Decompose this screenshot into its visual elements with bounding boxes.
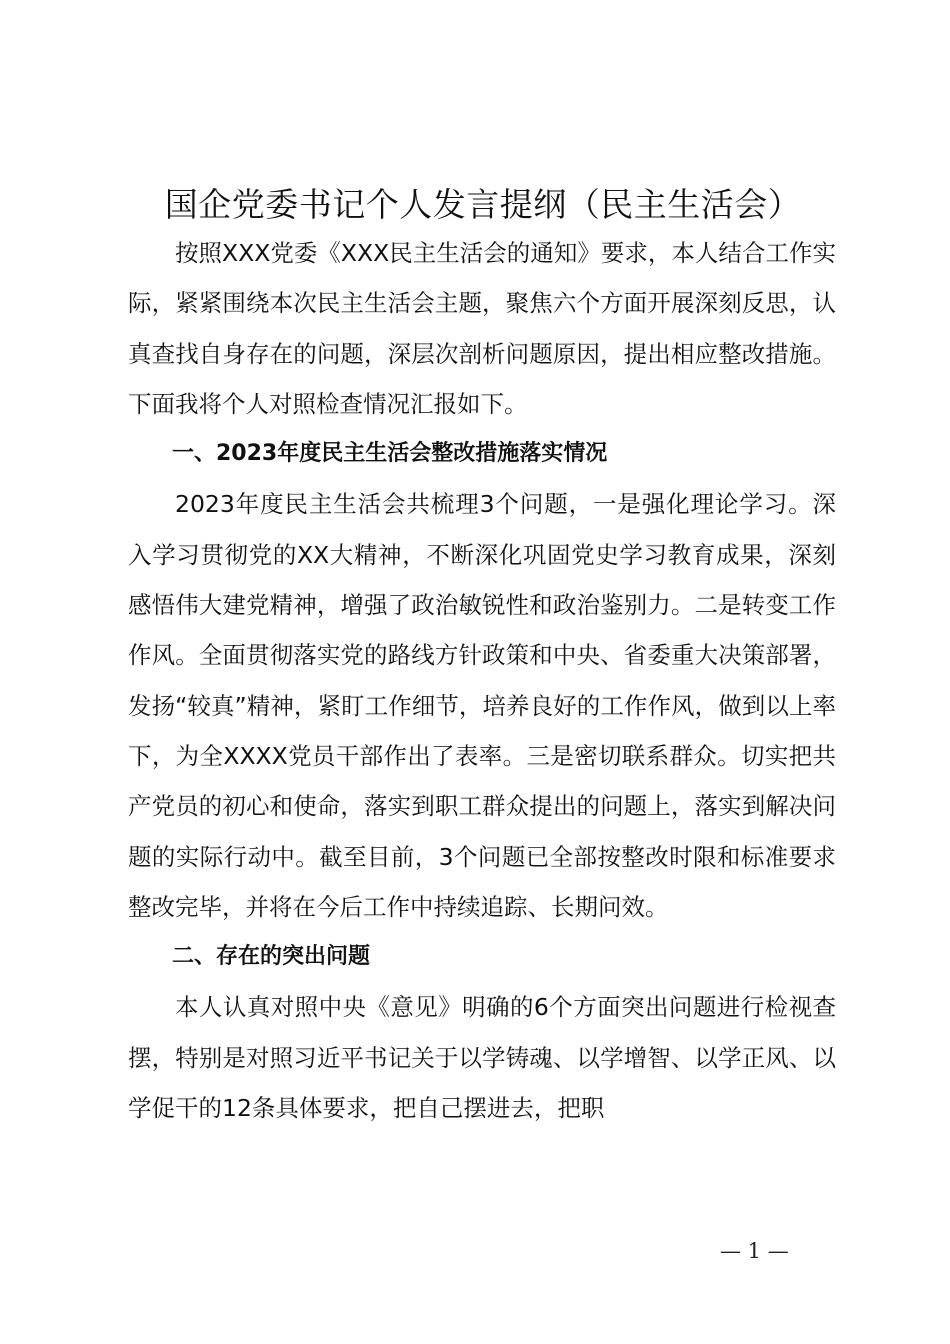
document-title: 国企党委书记个人发言提纲（民主生活会） [164,185,802,224]
page-number: — 1 — [720,1239,789,1263]
document-body [128,228,836,1133]
section-2-paragraph: 本人认真对照中央《意见》明确的6个方面突出问题进行检视查摆，特别是对照习近平书记关于以学铸魂、以学增智、以学正风、以学促干的12条具体要求，把自己摆进去，把职 [128,993,836,1123]
section-heading-1: 一、2023年度民主生活会整改措施落实情况 [172,441,608,467]
section-1-paragraph: 2023年度民主生活会共梳理3个问题，一是强化理论学习。深入学习贯彻党的XX大精神，不断深化巩固党史学习教育成果，深刻感悟伟大建党精神，增强了政治敏锐性和政治鉴别力。二是转变工作作风。全面贯彻落实党的路线方针政策和中央、省委重大决策部署，发扬“较真”精神，紧盯工作细节，培养良好的工作作风，做到以上率下，为全XXXX党员干部作出了表率。三是密切联系群众。切实把共产党员的初心和使命，落实到职工群众提出的问题上，落实到解决问题的实际行动中。截至目前，3个问题已全部按整改时限和标准要求整改完毕，并将在今后工作中持续追踪、长期问效。 [128,490,836,921]
section-heading-2: 二、存在的突出问题 [172,944,371,970]
intro-paragraph: 按照XXX党委《XXX民主生活会的通知》要求，本人结合工作实际，紧紧围绕本次民主生活会主题，聚焦六个方面开展深刻反思，认真查找自身存在的问题，深层次剖析问题原因，提出相应整改措施。下面我将个人对照检查情况汇报如下。 [128,239,836,418]
